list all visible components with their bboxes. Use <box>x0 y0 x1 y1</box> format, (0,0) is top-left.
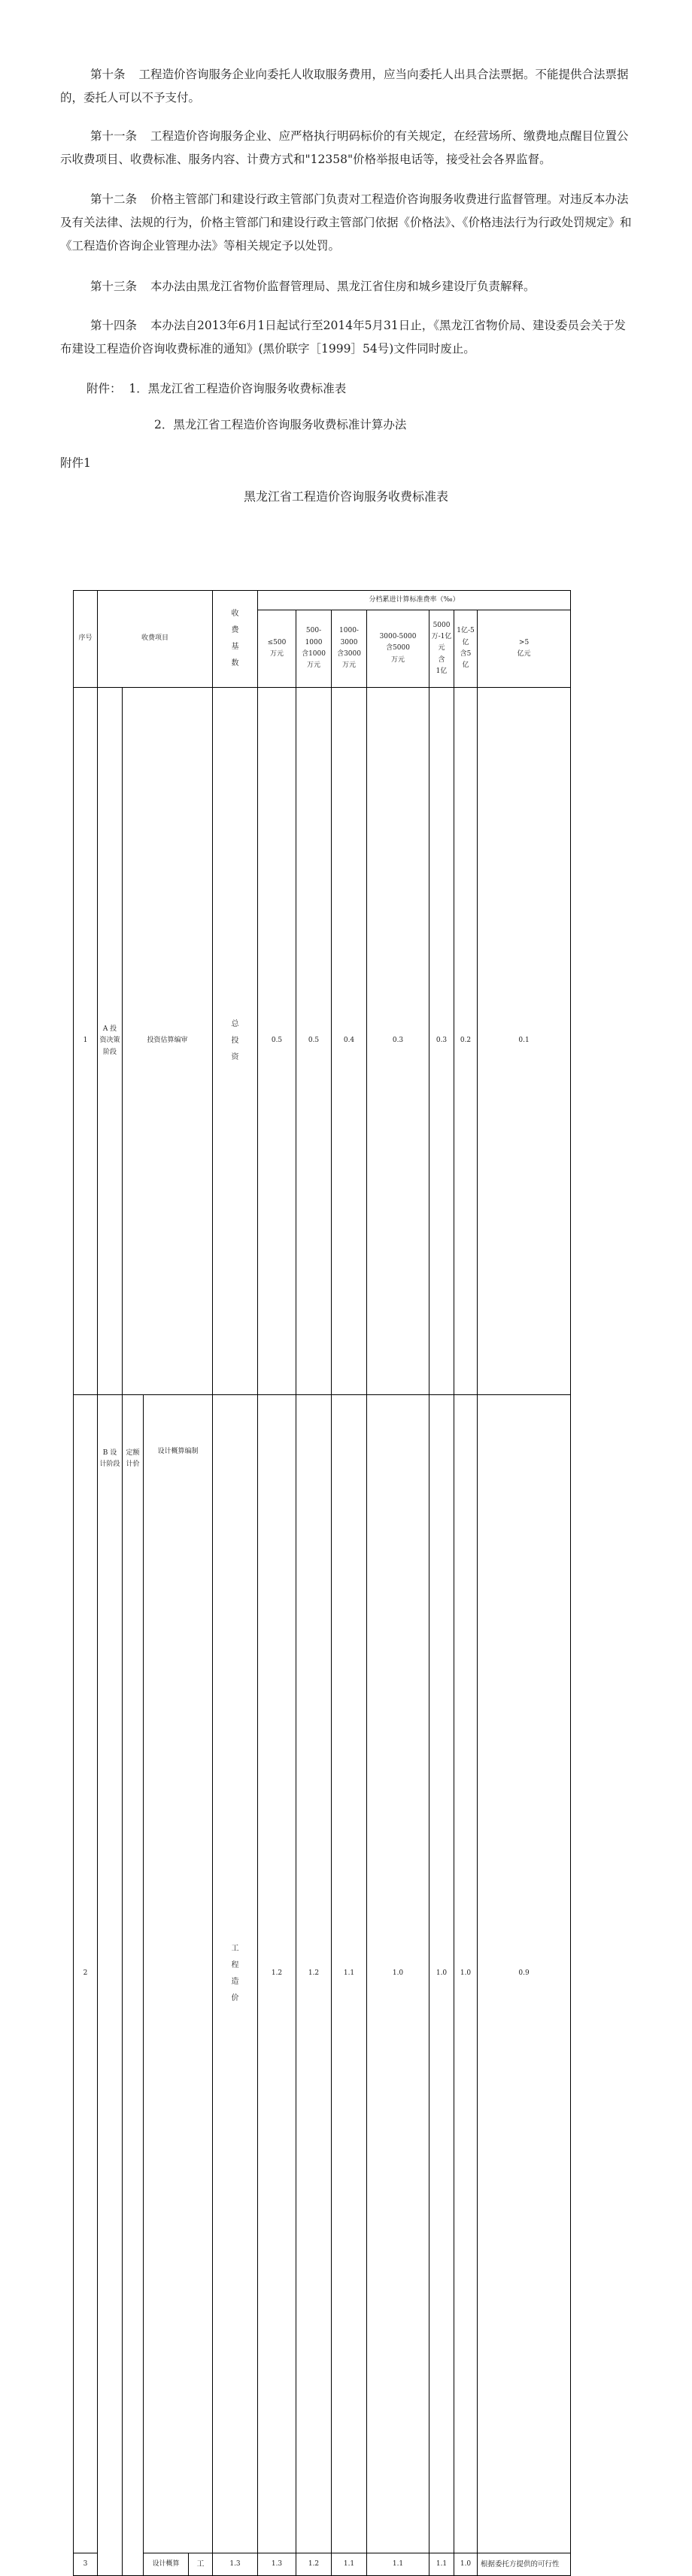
rate-cell: 0.1 <box>478 688 571 1395</box>
row-work-content: 根据委托方提供的可行性 <box>478 2553 571 2576</box>
rate-cell: 0.3 <box>429 688 454 1395</box>
row-basis: 工 <box>189 2553 213 2576</box>
attachments-line-1 <box>86 380 346 396</box>
article-number: 第十二条 <box>90 192 138 206</box>
table-row <box>74 688 571 1395</box>
table-row <box>74 2553 571 2576</box>
table-row <box>74 1395 571 2553</box>
row-basis: 总 投 资 <box>213 688 258 1395</box>
header-basis: 收 费 基 数 <box>213 591 258 688</box>
row-item-name: 设计概算编制 <box>144 1395 213 2553</box>
rate-cell: 1.1 <box>332 2553 367 2576</box>
row-stage: A 投 资决策 阶段 <box>98 688 123 1395</box>
article-text: 本办法自2013年6月1日起试行至2014年5月31日止，《黑龙江省物价局、建设委员会关于发布建设工程造价咨询收费标准的通知》(黑价联字［1999］54号)文件同时废止。 <box>60 319 626 356</box>
tier-1: ≤500 万元 <box>258 610 296 688</box>
rate-cell: 0.2 <box>454 688 478 1395</box>
row-seq: 3 <box>74 2553 98 2576</box>
tier-4: 3000-5000 含5000 万元 <box>367 610 429 688</box>
row-seq: 1 <box>74 688 98 1395</box>
rate-cell: 1.1 <box>367 2553 429 2576</box>
article-number: 第十三条 <box>90 280 138 293</box>
article-number: 第十条 <box>90 68 126 81</box>
annex-label: 附件1 <box>60 456 91 470</box>
attachment-item-1: 1．黑龙江省工程造价咨询服务收费标准表 <box>129 382 347 395</box>
header-item: 收费项目 <box>98 591 213 688</box>
article-text: 价格主管部门和建设行政主管部门负责对工程造价咨询服务收费进行监督管理。对违反本办法及有关法律、法规的行为，价格主管部门和建设行政主管部门依据《价格法》、《价格违法行为行政处罚规定》和《工程造价咨询企业管理办法》等相关规定予以处罚。 <box>60 192 632 253</box>
row-item-name: 投资估算编审 <box>123 688 213 1395</box>
header-seq: 序号 <box>74 591 98 688</box>
rate-cell: 0.9 <box>478 1395 571 2553</box>
article-11 <box>60 125 632 171</box>
header-row-1 <box>74 591 571 610</box>
rate-cell: 1.3 <box>258 2553 296 2576</box>
article-13 <box>60 275 632 298</box>
article-text: 工程造价咨询服务企业向委托人收取服务费用，应当向委托人出具合法票据。不能提供合法票据的，委托人可以不予支付。 <box>60 68 629 104</box>
row-stage: B 设 计阶段 <box>98 1395 123 2576</box>
rate-cell: 1.0 <box>367 1395 429 2553</box>
article-12 <box>60 188 632 258</box>
article-text: 本办法由黑龙江省物价监督管理局、黑龙江省住房和城乡建设厅负责解释。 <box>150 280 536 293</box>
tier-6: 1亿-5 亿 含5 亿 <box>454 610 478 688</box>
row-method: 定额 计价 <box>123 1395 144 2576</box>
rate-cell: 1.1 <box>332 1395 367 2553</box>
attachment-item-2: 2．黑龙江省工程造价咨询服务收费标准计算办法 <box>154 418 407 431</box>
fee-standard-table <box>73 590 571 2576</box>
rate-cell: 0.5 <box>258 688 296 1395</box>
rate-cell: 1.3 <box>213 2553 258 2576</box>
article-14 <box>60 314 632 361</box>
table-title: 黑龙江省工程造价咨询服务收费标准表 <box>243 489 448 504</box>
rate-cell: 0.3 <box>367 688 429 1395</box>
rate-cell: 1.2 <box>296 2553 332 2576</box>
row-basis: 工 程 造 价 <box>213 1395 258 2553</box>
tier-7: >5 亿元 <box>478 610 571 688</box>
rate-cell: 0.5 <box>296 688 332 1395</box>
rate-cell: 1.0 <box>429 1395 454 2553</box>
tier-5: 5000万-1亿元 含 1亿 <box>429 610 454 688</box>
row-item-name: 设计概算 <box>144 2553 189 2576</box>
rate-cell: 1.1 <box>429 2553 454 2576</box>
rate-cell: 1.0 <box>454 2553 478 2576</box>
attachments-line-2 <box>154 416 406 432</box>
article-10 <box>60 63 632 110</box>
rate-cell: 1.0 <box>454 1395 478 2553</box>
article-number: 第十四条 <box>90 319 138 332</box>
article-number: 第十一条 <box>90 129 138 143</box>
tier-2: 500-1000 含1000 万元 <box>296 610 332 688</box>
attachments-label: 附件： <box>86 382 122 395</box>
header-rate-group: 分档累进计算标准费率（‰） <box>258 591 571 610</box>
rate-cell: 1.2 <box>258 1395 296 2553</box>
tier-3: 1000-3000 含3000 万元 <box>332 610 367 688</box>
rate-cell: 1.2 <box>296 1395 332 2553</box>
row-seq: 2 <box>74 1395 98 2553</box>
rate-cell: 0.4 <box>332 688 367 1395</box>
article-text: 工程造价咨询服务企业、应严格执行明码标价的有关规定，在经营场所、缴费地点醒目位置公示收费项目、收费标准、服务内容、计费方式和"12358"价格举报电话等，接受社会各界监督。 <box>60 129 629 166</box>
